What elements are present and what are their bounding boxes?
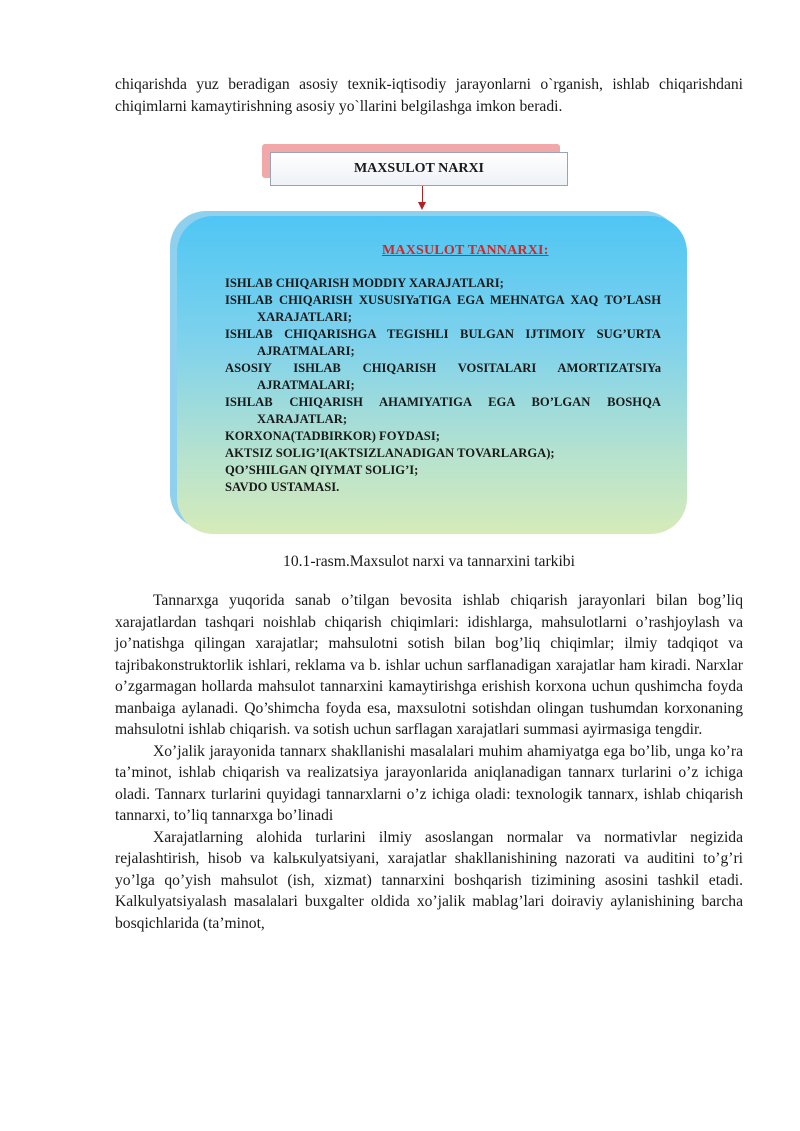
body-text <box>115 590 743 934</box>
cost-item: ISHLAB CHIQARISH AHAMIYATIGA EGA BO’LGAN BOSHQA XARAJATLAR; <box>225 395 661 426</box>
figure-caption: 10.1-rasm.Maxsulot narxi va tannarxini tarkibi <box>283 553 575 570</box>
cost-item: QO’SHILGAN QIYMAT SOLIG’I; <box>225 463 419 477</box>
cost-item: SAVDO USTAMASI. <box>225 480 340 494</box>
cost-item: ISHLAB CHIQARISHGA TEGISHLI BULGAN IJTIMOIY SUG’URTA AJRATMALARI; <box>225 327 661 358</box>
paragraph: Xo’jalik jarayonida tannarx shakllanishi masalalari muhim ahamiyatga ega bo’lib, unga ko’ra ta’minot, ishlab chiqarish va realizatsiya jarayonlarida aniqlanadigan tannarx turlarini o’z ichiga oladi. Tannarx turlarini quyidagi tannarxlarni o’z ichiga oladi: texnologik tannarx, ishlab chiqarish tannarxi, to’liq tannarxga bo’linadi <box>115 742 743 824</box>
price-box: MAXSULOT NARXI <box>270 152 568 186</box>
cost-box <box>177 216 687 534</box>
paragraph: Tannarxga yuqorida sanab o’tilgan bevosita ishlab chiqarish jarayonlari bilan bog’liq xarajatlardan tashqari noishlab chiqarish chiqimlari: idishlarga, mahsulotlarni o’rashjoylash va jo’natishga qilingan xarajatlar; mahsulotni sotish bilan bog’liq chiqimlar; ilmiy tadqiqot va tajribakonstruktorlik ishlari, reklama va b. ishlar uchun sarflanadigan xarajatlar ham kiradi. Narxlar o’zgarmagan hollarda mahsulot tannarxini kamaytirishga erishish korxona uchun qushimcha foyda manbaiga aylanadi. Qo’shimcha foyda esa, maxsulotni sotishdan olingan tushumdan korxonaning mahsulotni ishlab chiqarish. va sotish uchun sarflagan xarajatlari summasi ayirmasiga tengdir. <box>115 592 743 738</box>
cost-item: ISHLAB CHIQARISH XUSUSIYaTIGA EGA MEHNATGA XAQ TO’LASH XARAJATLARI; <box>225 293 661 324</box>
cost-item: ISHLAB CHIQARISH MODDIY XARAJATLARI; <box>225 276 504 290</box>
paragraph: Xarajatlarning alohida turlarini ilmiy asoslangan normalar va normativlar negizida rejalashtirish, hisob va kalькulyatsiyani, xarajatlar shakllanishining nazorati va auditini to’g’ri yo’lga qo’yish mahsulot (ish, xizmat) tannarxini boshqarish tizimining asosini tashkil etadi. Kalkulyatsiyalash masalalari buxgalter oldida xo’jalik mablag’lari doiraviy aylanishining barcha bosqichlarida (ta’minot, <box>115 828 743 932</box>
intro-paragraph: chiqarishda yuz beradigan asosiy texnik-iqtisodiy jarayonlarni o`rganish, ishlab chiqarishdani chiqimlarni kamaytirishning asosiy yo`llarini belgilashga imkon beradi. <box>115 76 743 115</box>
cost-item: KORXONA(TADBIRKOR) FOYDASI; <box>225 429 440 443</box>
arrow-down-icon <box>418 202 426 210</box>
cost-box-title: MAXSULOT TANNARXI: <box>382 243 549 258</box>
cost-item: AKTSIZ SOLIG’I(AKTSIZLANADIGAN TOVARLARGA); <box>225 446 555 460</box>
cost-items-list <box>225 275 661 496</box>
document-page <box>115 74 743 934</box>
cost-item: ASOSIY ISHLAB CHIQARISH VOSITALARI AMORTIZATSIYa AJRATMALARI; <box>225 361 661 392</box>
price-structure-diagram <box>115 144 743 539</box>
